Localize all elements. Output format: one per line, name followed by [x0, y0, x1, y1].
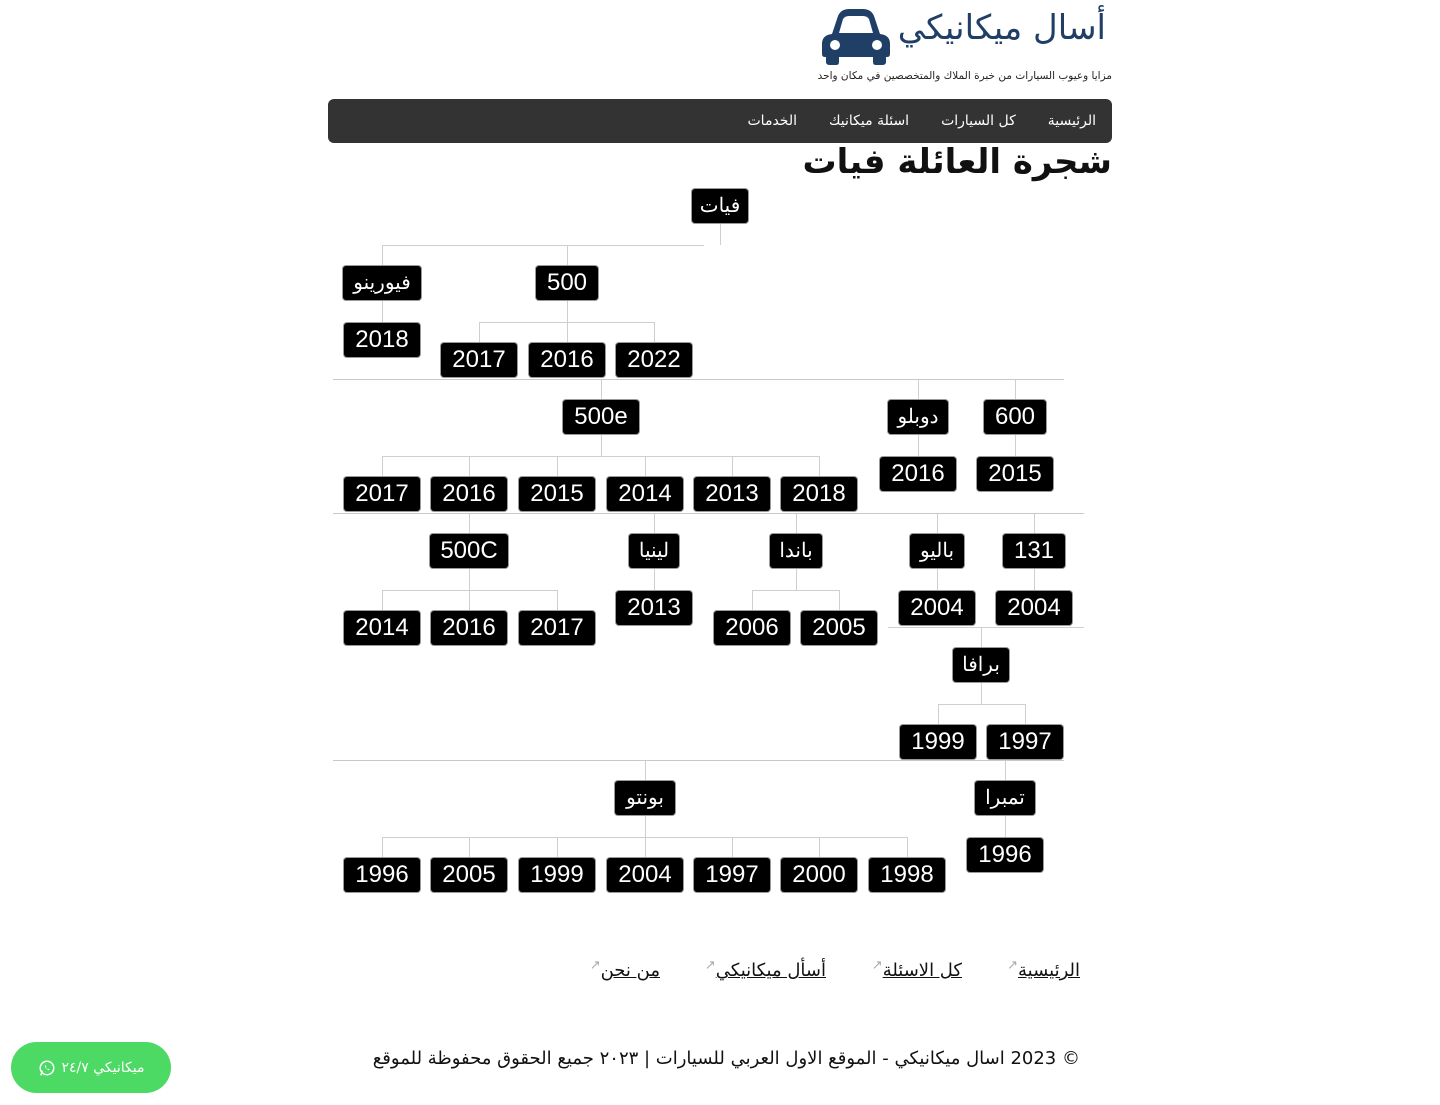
whatsapp-label: ميكانيكي ٢٤/٧: [61, 1059, 145, 1076]
node-500[interactable]: 500: [536, 266, 598, 300]
node-500-2022[interactable]: 2022: [616, 343, 692, 377]
node-tempra-1996[interactable]: 1996: [967, 838, 1043, 872]
whatsapp-icon: [38, 1059, 56, 1077]
site-logo-text[interactable]: أسال ميكانيكي: [897, 8, 1106, 48]
node-palio[interactable]: باليو: [910, 534, 964, 568]
node-punto-1997[interactable]: 1997: [694, 858, 770, 892]
nav-item-mechanic-questions[interactable]: اسئلة ميكانيك: [829, 113, 910, 129]
node-fiorino[interactable]: فيورينو: [343, 266, 421, 300]
node-500e-2014[interactable]: 2014: [607, 477, 683, 511]
node-punto-1998[interactable]: 1998: [869, 858, 945, 892]
node-panda[interactable]: باندا: [770, 534, 822, 568]
footer-link-about[interactable]: من نحن↗: [589, 958, 660, 981]
node-palio-2004[interactable]: 2004: [899, 591, 975, 625]
node-brava-1997[interactable]: 1997: [987, 725, 1063, 759]
node-131-2004[interactable]: 2004: [996, 591, 1072, 625]
footer-link-all-questions[interactable]: كل الاسئلة↗: [871, 958, 962, 981]
node-500e-2017[interactable]: 2017: [344, 477, 420, 511]
node-panda-2005[interactable]: 2005: [801, 611, 877, 645]
node-doblo[interactable]: دوبلو: [888, 400, 948, 434]
node-500e-2016[interactable]: 2016: [431, 477, 507, 511]
page-title: شجرة العائلة فيات: [802, 142, 1112, 182]
node-linea-2013[interactable]: 2013: [616, 591, 692, 625]
node-punto-2004[interactable]: 2004: [607, 858, 683, 892]
copyright-text: © 2023 اسال ميكانيكي - الموقع الاول العربي للسيارات | ٢٠٢٣ جميع الحقوق محفوظة للموقع: [372, 1048, 1080, 1069]
node-fiat[interactable]: فيات: [692, 189, 748, 223]
node-doblo-2016[interactable]: 2016: [880, 457, 956, 491]
node-punto-1999[interactable]: 1999: [519, 858, 595, 892]
node-panda-2006[interactable]: 2006: [714, 611, 790, 645]
nav-item-home[interactable]: الرئيسية: [1047, 113, 1096, 129]
node-punto[interactable]: بونتو: [615, 781, 675, 815]
node-500c-2014[interactable]: 2014: [344, 611, 420, 645]
node-brava-1999[interactable]: 1999: [900, 725, 976, 759]
site-tagline: مزايا وعيوب السيارات من خبرة الملاك والمتخصصين في مكان واحد: [817, 70, 1112, 82]
node-500e-2015[interactable]: 2015: [519, 477, 595, 511]
node-500-2017[interactable]: 2017: [441, 343, 517, 377]
node-500e[interactable]: 500e: [563, 400, 639, 434]
nav-item-services[interactable]: الخدمات: [747, 113, 797, 129]
family-tree: [328, 0, 1112, 1105]
footer-links: [328, 958, 1112, 986]
node-brava[interactable]: برافا: [953, 648, 1009, 682]
node-131[interactable]: 131: [1003, 534, 1065, 568]
node-500c-2016[interactable]: 2016: [431, 611, 507, 645]
footer-link-home[interactable]: الرئيسية↗: [1007, 958, 1080, 981]
node-500e-2018[interactable]: 2018: [781, 477, 857, 511]
node-fiorino-2018[interactable]: 2018: [344, 323, 420, 357]
node-500-2016[interactable]: 2016: [529, 343, 605, 377]
external-arrow-icon: ↗: [871, 958, 883, 973]
node-punto-2005[interactable]: 2005: [431, 858, 507, 892]
external-arrow-icon: ↗: [704, 958, 716, 973]
node-500e-2013[interactable]: 2013: [694, 477, 770, 511]
node-600[interactable]: 600: [984, 400, 1046, 434]
node-tempra[interactable]: تمبرا: [975, 781, 1035, 815]
nav-item-all-cars[interactable]: كل السيارات: [941, 113, 1016, 129]
whatsapp-button[interactable]: [11, 1042, 171, 1093]
node-punto-1996[interactable]: 1996: [344, 858, 420, 892]
external-arrow-icon: ↗: [589, 958, 601, 973]
node-500c-2017[interactable]: 2017: [519, 611, 595, 645]
node-punto-2000[interactable]: 2000: [781, 858, 857, 892]
footer-link-ask-mechanic[interactable]: أسأل ميكانيكي↗: [704, 958, 826, 981]
node-linea[interactable]: لينيا: [629, 534, 679, 568]
external-arrow-icon: ↗: [1007, 958, 1018, 973]
node-600-2015[interactable]: 2015: [977, 457, 1053, 491]
node-500c[interactable]: 500C: [430, 534, 508, 568]
page-container: [328, 0, 1112, 1105]
